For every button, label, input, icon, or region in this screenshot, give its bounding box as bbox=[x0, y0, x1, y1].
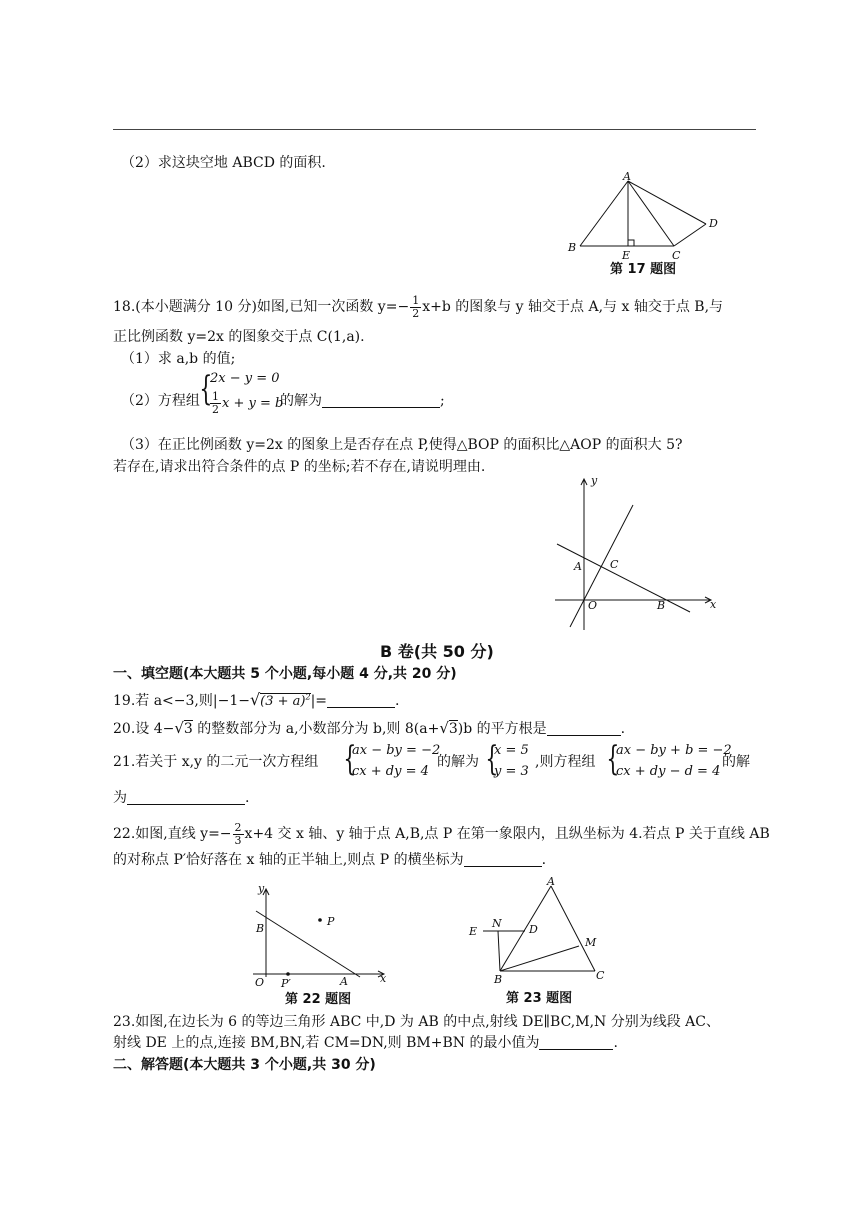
q20-text: 20.设 4−√3 的整数部分为 a,小数部分为 b,则 8(a+√3)b 的平方根是 . bbox=[113, 719, 626, 737]
q21-line2: 为 . bbox=[113, 790, 250, 806]
q22-caption: 第 22 题图 bbox=[285, 992, 352, 1007]
q22-answer-blank[interactable] bbox=[464, 854, 542, 867]
q23-label-N: N bbox=[492, 917, 502, 930]
q18-system-row1: 2x − y = 0 bbox=[210, 371, 280, 386]
q21-answer-blank[interactable] bbox=[127, 792, 245, 805]
q17-label-D: D bbox=[709, 217, 718, 230]
q18-label-x: x bbox=[710, 598, 717, 611]
q23-label-D: D bbox=[529, 923, 538, 936]
header-rule bbox=[113, 129, 756, 130]
q18-part3-line1: （3）在正比例函数 y=2x 的图象上是否存在点 P,使得△BOP 的面积比△AOP 的面积大 5? bbox=[121, 437, 683, 453]
q18-label-A: A bbox=[574, 560, 582, 573]
q22-label-P: P bbox=[327, 915, 335, 928]
q21-brace-2: { bbox=[485, 739, 499, 779]
q17-label-C: C bbox=[672, 249, 681, 262]
q23-label-E: E bbox=[469, 925, 478, 938]
q22-label-Pp: P′ bbox=[281, 977, 291, 990]
q18-answer-blank[interactable] bbox=[322, 395, 440, 408]
q18-part3-line2: 若存在,请求出符合条件的点 P 的坐标;若不存在,请说明理由. bbox=[113, 459, 486, 475]
q18-line1-b: x+b 的图象与 y 轴交于点 A,与 x 轴交于点 B,与 bbox=[422, 299, 724, 316]
q20-answer-blank[interactable] bbox=[547, 723, 621, 736]
q21-brace-1: { bbox=[343, 739, 357, 779]
q21-sys1-row1: ax − by = −2 bbox=[352, 743, 441, 758]
q22-fraction: $\frac{2}{3}$ bbox=[234, 821, 242, 847]
q18-fraction: $\frac{1}{2}$ bbox=[412, 294, 420, 320]
q18-part1: （1）求 a,b 的值; bbox=[121, 351, 236, 367]
q21-sys3-row1: ax − by + b = −2 bbox=[616, 743, 732, 758]
q18-figure bbox=[555, 475, 725, 635]
q23-answer-blank[interactable] bbox=[539, 1037, 613, 1050]
q18-line1 bbox=[113, 295, 723, 319]
q22-label-A: A bbox=[340, 975, 348, 988]
q22-figure bbox=[248, 882, 393, 992]
q21-text-d: 的解 bbox=[722, 754, 750, 770]
q23-line1: 23.如图,在边长为 6 的等边三角形 ABC 中,D 为 AB 的中点,射线 DE∥BC,M,N 分别为线段 AC、 bbox=[113, 1014, 720, 1030]
q18-part2-suffix: 的解为 ; bbox=[280, 393, 445, 409]
q18-system-row2: $\frac{1}{2}$ x + y = b bbox=[212, 390, 284, 416]
q21-sys2-row2: y = 3 bbox=[494, 764, 529, 779]
q21-sys1-row2: cx + dy = 4 bbox=[352, 764, 429, 779]
q21-sys3-row2: cx + dy − d = 4 bbox=[616, 764, 721, 779]
q18-line2: 正比例函数 y=2x 的图象交于点 C(1,a). bbox=[113, 329, 365, 345]
q18-label-C: C bbox=[610, 558, 619, 571]
q17-label-E: E bbox=[622, 249, 631, 262]
q19-text: 19.若 a<−3,则$|-1-√(3 + a)^2|=$ . bbox=[113, 690, 400, 709]
q21-text-b: 的解为 bbox=[437, 754, 479, 770]
q17-label-A: A bbox=[623, 170, 631, 183]
q18-label-y: y bbox=[591, 474, 598, 487]
q17-figure bbox=[560, 170, 730, 260]
section-b-part1-heading: 一、填空题(本大题共 5 个小题,每小题 4 分,共 20 分) bbox=[113, 666, 457, 682]
q23-label-A: A bbox=[547, 875, 555, 888]
q17-part2: （2）求这块空地 ABCD 的面积. bbox=[121, 155, 326, 171]
q17-label-B: B bbox=[568, 241, 577, 254]
q18-part2-prefix: （2）方程组 bbox=[121, 393, 200, 409]
q22-label-O: O bbox=[255, 976, 265, 989]
q22-line2: 的对称点 P′恰好落在 x 轴的正半轴上,则点 P 的横坐标为 . bbox=[113, 852, 547, 868]
q23-line2: 射线 DE 上的点,连接 BM,BN,若 CM=DN,则 BM+BN 的最小值为 . bbox=[113, 1035, 618, 1051]
q22-label-B: B bbox=[256, 922, 265, 935]
q21-brace-3: { bbox=[606, 739, 620, 779]
q18-system-brace: { bbox=[199, 369, 213, 409]
q19-answer-blank[interactable] bbox=[327, 695, 395, 708]
q23-caption: 第 23 题图 bbox=[506, 991, 573, 1006]
q18-label-B: B bbox=[657, 599, 666, 612]
section-b-part2-heading: 二、解答题(本大题共 3 个小题,共 30 分) bbox=[113, 1057, 376, 1073]
q21-sys2-row1: x = 5 bbox=[494, 743, 529, 758]
q23-label-M: M bbox=[585, 936, 597, 949]
section-b-title: B 卷(共 50 分) bbox=[380, 642, 494, 661]
q23-figure bbox=[463, 876, 623, 988]
q21-text-a: 21.若关于 x,y 的二元一次方程组 bbox=[113, 754, 319, 770]
q23-label-B: B bbox=[494, 973, 503, 986]
q22-line1: 22.如图,直线 y=− $\frac{2}{3}$ x+4 交 x 轴、y 轴于点 A,B,点 P 在第一象限内，且纵坐标为 4.若点 P 关于直线 AB bbox=[113, 821, 770, 847]
q22-label-y: y bbox=[258, 882, 265, 895]
q18-line1-a: 18.(本小题满分 10 分)如图,已知一次函数 y=− bbox=[113, 299, 410, 316]
q23-label-C: C bbox=[596, 969, 605, 982]
q18-label-O: O bbox=[588, 599, 598, 612]
q21-text-c: ,则方程组 bbox=[535, 754, 596, 770]
q17-caption: 第 17 题图 bbox=[610, 262, 677, 277]
q22-label-x: x bbox=[380, 972, 387, 985]
